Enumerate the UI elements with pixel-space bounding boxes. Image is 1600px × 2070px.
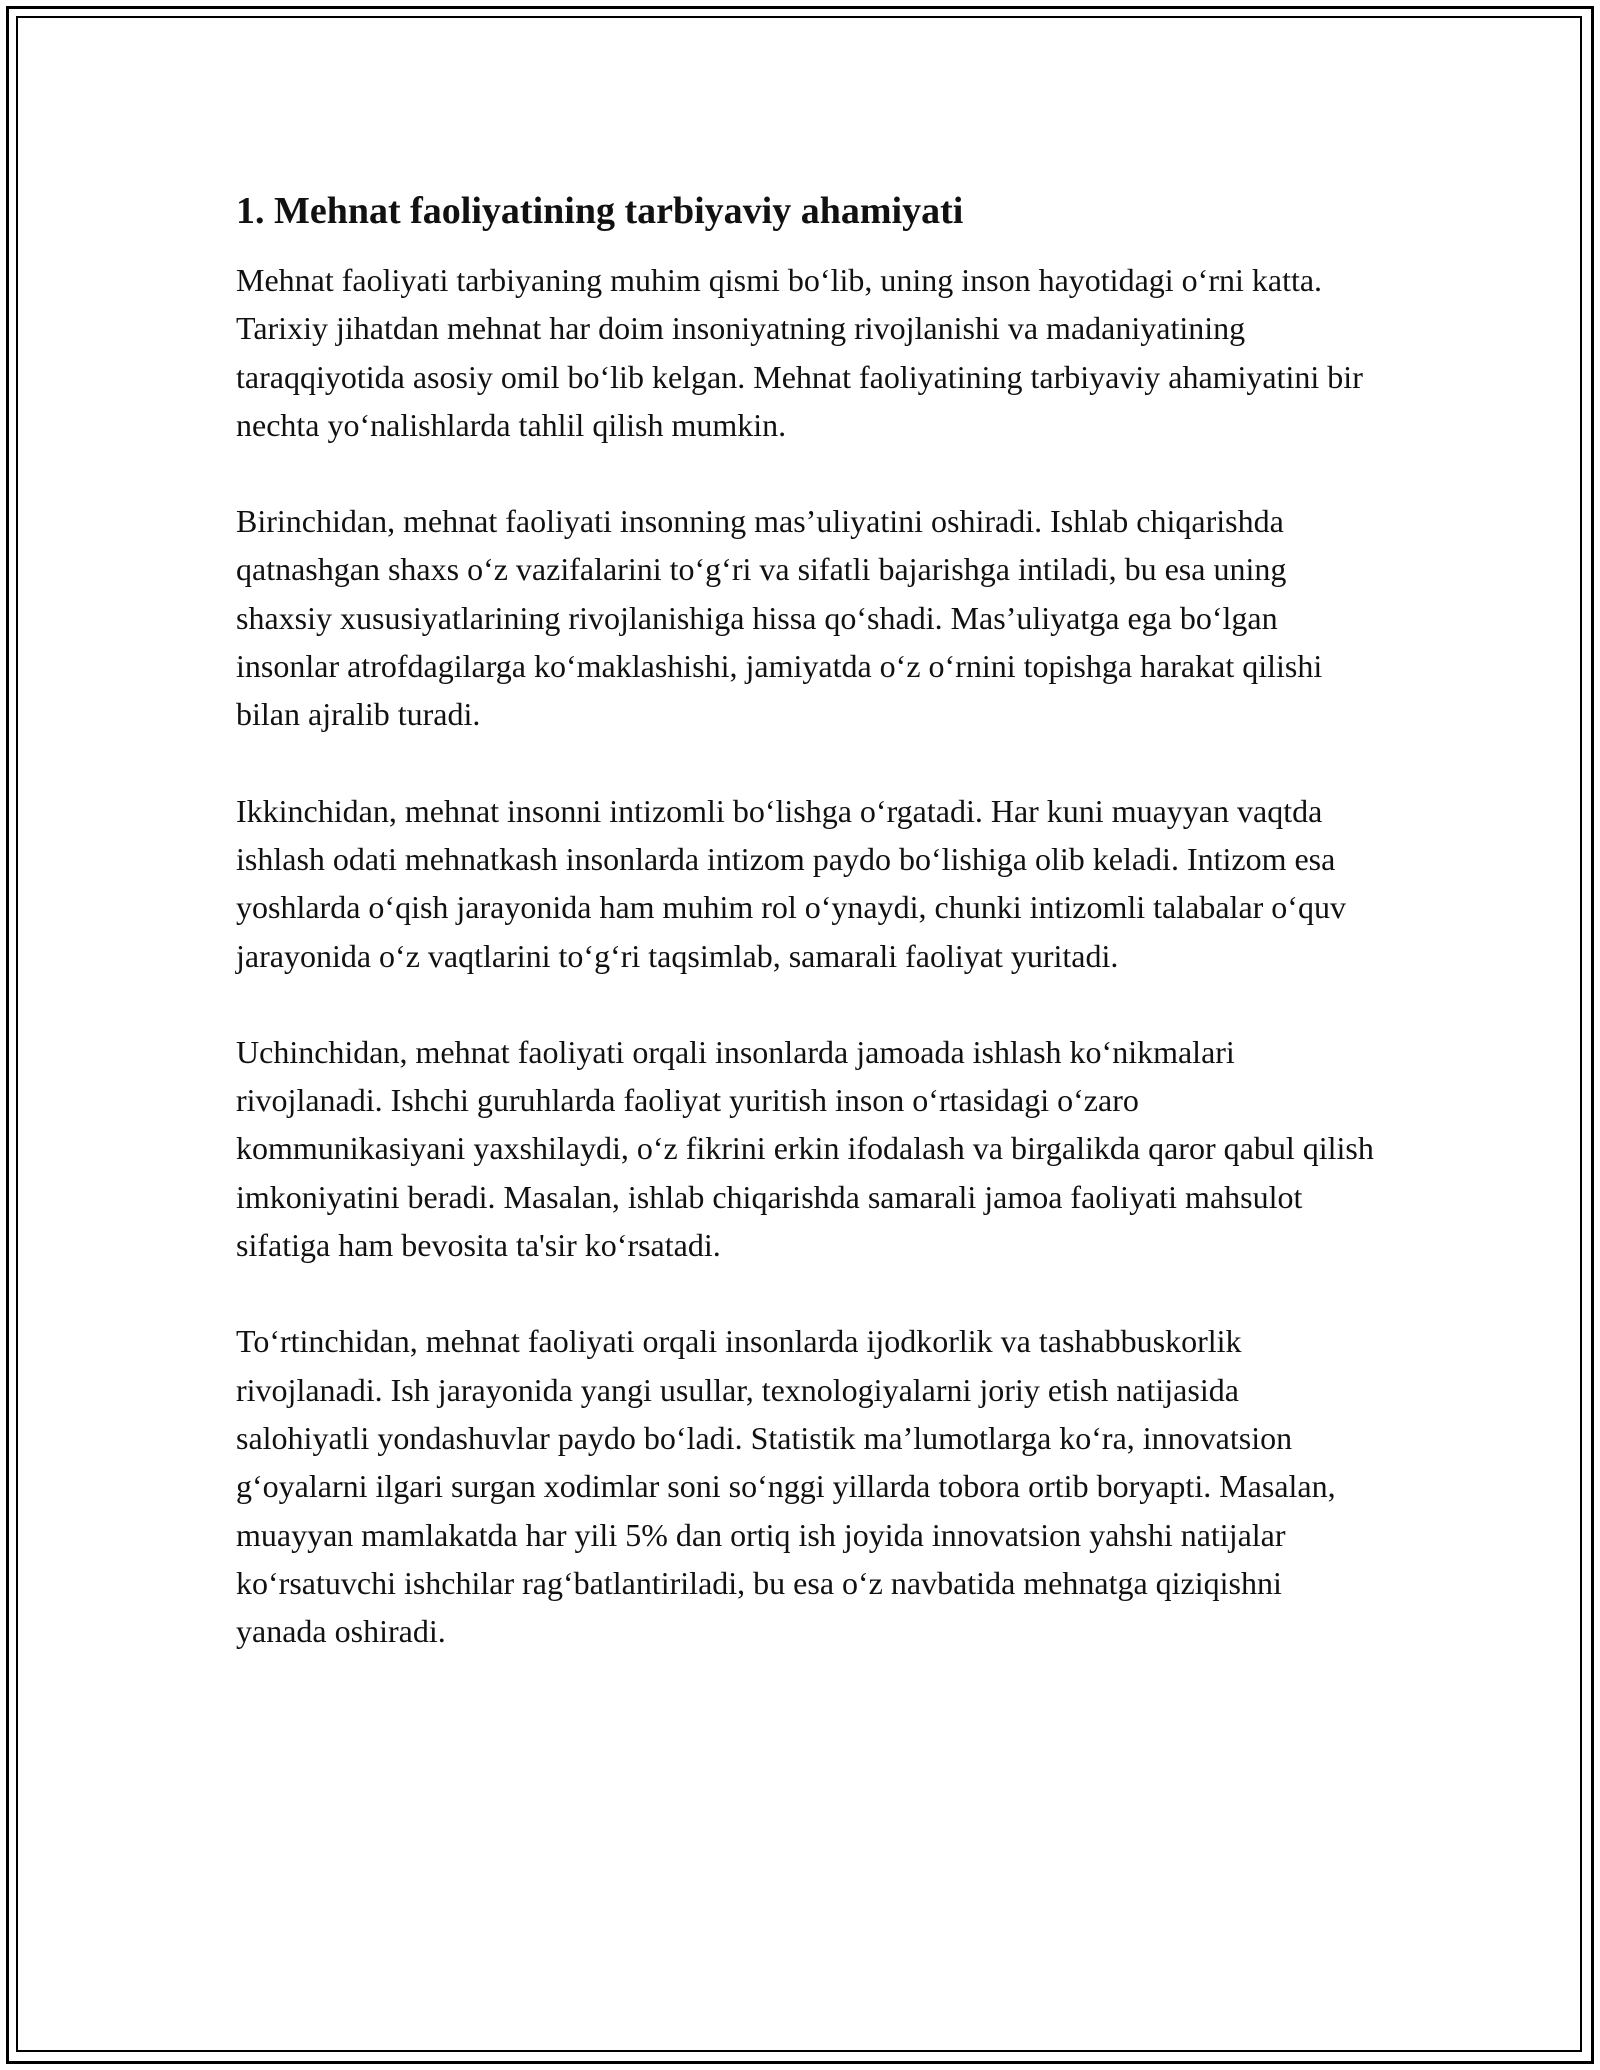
document-body: [236, 188, 1376, 1703]
paragraph-intro: Mehnat faoliyati tarbiyaning muhim qismi bo‘lib, uning inson hayotidagi o‘rni katta. Tarixiy jihatdan mehnat har doim insoniyatning rivojlanishi va madaniyatining taraqqiyotida asosiy omil bo‘lib kelgan. Mehnat faoliyatining tarbiyaviy ahamiyatini bir nechta yo‘nalishlarda tahlil qilish mumkin.: [236, 262, 1363, 443]
paragraph-second-point: Ikkinchidan, mehnat insonni intizomli bo‘lishga o‘rgatadi. Har kuni muayyan vaqtda ishlash odati mehnatkash insonlarda intizom paydo bo‘lishiga olib keladi. Intizom esa yoshlarda o‘qish jarayonida ham muhim rol o‘ynaydi, chunki intizomli talabalar o‘quv jarayonida o‘z vaqtlarini to‘g‘ri taqsimlab, samarali faoliyat yuritadi.: [236, 792, 1346, 974]
paragraph-third-point: Uchinchidan, mehnat faoliyati orqali insonlarda jamoada ishlash ko‘nikmalari rivojlanadi. Ishchi guruhlarda faoliyat yuritish inson o‘rtasidagi o‘zaro kommunikasiyani yaxshilaydi, o‘z fikrini erkin ifodalash va birgalikda qaror qabul qilish imkoniyatini beradi. Masalan, ishlab chiqarishda samarali jamoa faoliyati mahsulot sifatiga ham bevosita ta'sir ko‘rsatadi.: [236, 1033, 1374, 1264]
paragraph-fourth-point: To‘rtinchidan, mehnat faoliyati orqali insonlarda ijodkorlik va tashabbuskorlik rivojlanadi. Ish jarayonida yangi usullar, texnologiyalarni joriy etish natijasida salohiyatli yondashuvlar paydo bo‘ladi. Statistik ma’lumotlarga ko‘ra, innovatsion g‘oyalarni ilgari surgan xodimlar soni so‘nggi yillarda tobora ortib boryapti. Masalan, muayyan mamlakatda har yili 5% dan ortiq ish joyida innovatsion yahshi natijalar ko‘rsatuvchi ishchilar rag‘batlantiriladi, bu esa o‘z navbatida mehnatga qiziqishni yanada oshiradi.: [236, 1323, 1336, 1650]
paragraph-first-point: Birinchidan, mehnat faoliyati insonning mas’uliyatini oshiradi. Ishlab chiqarishda qatnashgan shaxs o‘z vazifalarini to‘g‘ri va sifatli bajarishga intiladi, bu esa uning shaxsiy xususiyatlarining rivojlanishiga hissa qo‘shadi. Mas’uliyatga ega bo‘lgan insonlar atrofdagilarga ko‘maklashishi, jamiyatda o‘z o‘rnini topishga harakat qilishi bilan ajralib turadi.: [236, 503, 1323, 733]
section-heading: 1. Mehnat faoliyatining tarbiyaviy ahamiyati: [236, 190, 964, 232]
